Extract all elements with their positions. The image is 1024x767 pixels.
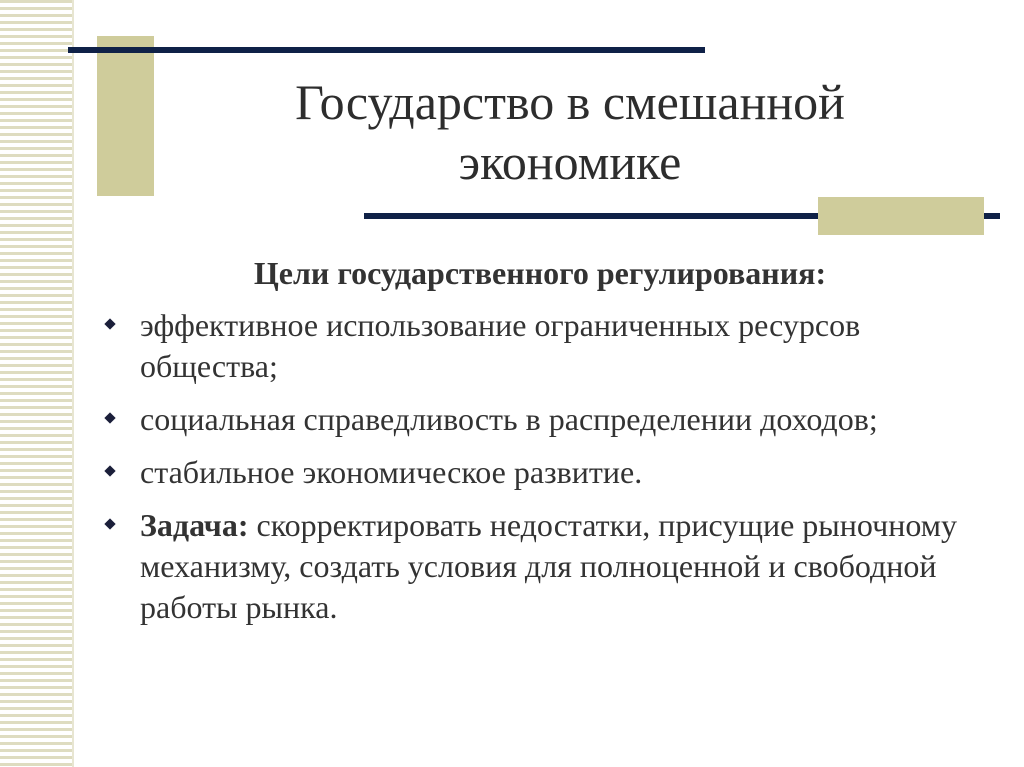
bullet-item: [100, 452, 1000, 493]
title-line-2: экономике: [458, 134, 682, 190]
bullet-text: социальная справедливость в распределении доходов;: [140, 401, 878, 437]
decor-block-right: [818, 197, 984, 235]
decor-block-left: [97, 36, 154, 196]
bullet-list: [100, 305, 1000, 640]
diamond-bullet-icon: [104, 518, 115, 529]
bullet-lead: Задача:: [140, 507, 249, 543]
bullet-text: скорректировать недостатки, присущие рыночному механизму, создать условия для полноценной и свободной работы рынка.: [140, 507, 957, 625]
bullet-item: [100, 505, 1000, 628]
title-line-1: Государство в смешанной: [295, 74, 845, 130]
stripes-edge: [72, 0, 74, 767]
bullet-text: эффективное использование ограниченных ресурсов общества;: [140, 307, 861, 384]
bullet-text: стабильное экономическое развитие.: [140, 454, 643, 490]
bullet-item: [100, 399, 1000, 440]
decorative-stripes: [0, 0, 72, 767]
bullet-item: [100, 305, 1000, 387]
decor-line-top: [68, 47, 705, 53]
slide-subheading: Цели государственного регулирования:: [253, 255, 827, 291]
diamond-bullet-icon: [104, 465, 115, 476]
slide-title: [170, 72, 970, 192]
diamond-bullet-icon: [104, 412, 115, 423]
diamond-bullet-icon: [104, 318, 115, 329]
